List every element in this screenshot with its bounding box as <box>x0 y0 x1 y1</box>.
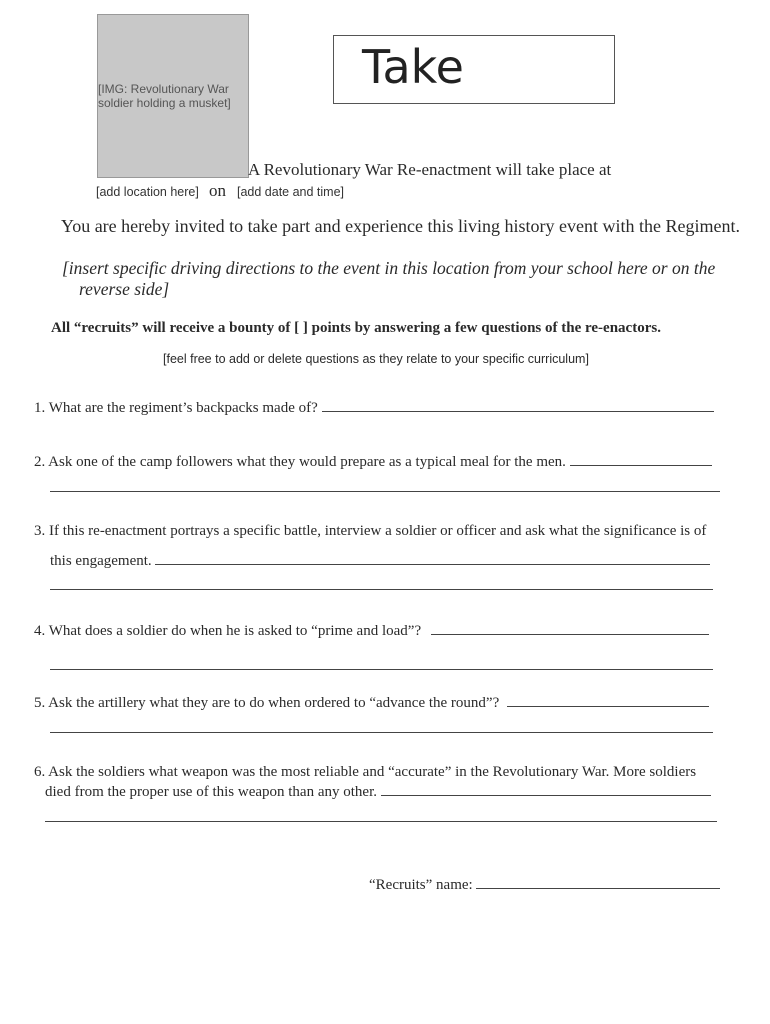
question-4 <box>34 621 709 640</box>
directions-text <box>62 258 742 300</box>
question-5-text: 5. Ask the artillery what they are to do when ordered to “advance the round”? <box>34 695 500 711</box>
question-6-text: 6. Ask the soldiers what weapon was the most reliable and “accurate” in the Revolutionary War. More soldiers <box>34 764 697 780</box>
title-box <box>333 35 615 104</box>
invitation-text: You are hereby invited to take part and experience this living history event with the Regiment. <box>61 216 740 236</box>
answer-line-5b[interactable] <box>50 732 713 733</box>
answer-line-3a[interactable] <box>155 551 710 565</box>
curriculum-note: [feel free to add or delete questions as they relate to your specific curriculum] <box>163 352 589 366</box>
question-6-text-cont: died from the proper use of this weapon than any other. <box>45 784 377 800</box>
question-2 <box>34 452 712 471</box>
directions-line-1: [insert specific driving directions to the event in this location from your school here or on the <box>62 258 716 278</box>
answer-line-3b[interactable] <box>50 589 713 590</box>
question-3-text: 3. If this re-enactment portrays a specific battle, interview a soldier or officer and ask what the significance is of <box>34 523 707 539</box>
recruit-name-line[interactable] <box>476 875 720 889</box>
soldier-illustration <box>97 14 247 176</box>
answer-line-6b[interactable] <box>45 821 717 822</box>
on-word: on <box>209 181 226 200</box>
page-title: Take <box>362 40 464 94</box>
answer-line-4b[interactable] <box>50 669 713 670</box>
answer-line-1[interactable] <box>322 398 714 412</box>
question-4-text: 4. What does a soldier do when he is asked to “prime and load”? <box>34 623 422 639</box>
intro-text: A Revolutionary War Re-enactment will take place at <box>248 160 612 179</box>
recruit-name-label: “Recruits” name: <box>369 877 473 893</box>
bounty-text: All “recruits” will receive a bounty of [ ] points by answering a few questions of the re-enactors. <box>51 320 661 336</box>
question-2-text: 2. Ask one of the camp followers what they would prepare as a typical meal for the men. <box>34 454 566 470</box>
question-1 <box>34 398 714 417</box>
question-6-cont <box>45 782 711 801</box>
question-1-text: 1. What are the regiment’s backpacks made of? <box>34 400 318 416</box>
location-placeholder: [add location here] <box>96 185 199 199</box>
image-placeholder: [IMG: Revolutionary War soldier holding a musket] <box>97 14 249 178</box>
answer-line-2b[interactable] <box>50 491 720 492</box>
question-3-text-cont: this engagement. <box>50 553 152 569</box>
recruit-name-row <box>369 875 720 894</box>
answer-line-2a[interactable] <box>570 452 712 466</box>
answer-line-4a[interactable] <box>431 621 709 635</box>
answer-line-6a[interactable] <box>381 782 711 796</box>
answer-line-5a[interactable] <box>507 693 709 707</box>
question-3-cont <box>50 551 710 570</box>
date-placeholder: [add date and time] <box>237 185 345 199</box>
question-5 <box>34 693 709 712</box>
directions-line-2: reverse side] <box>79 279 170 299</box>
